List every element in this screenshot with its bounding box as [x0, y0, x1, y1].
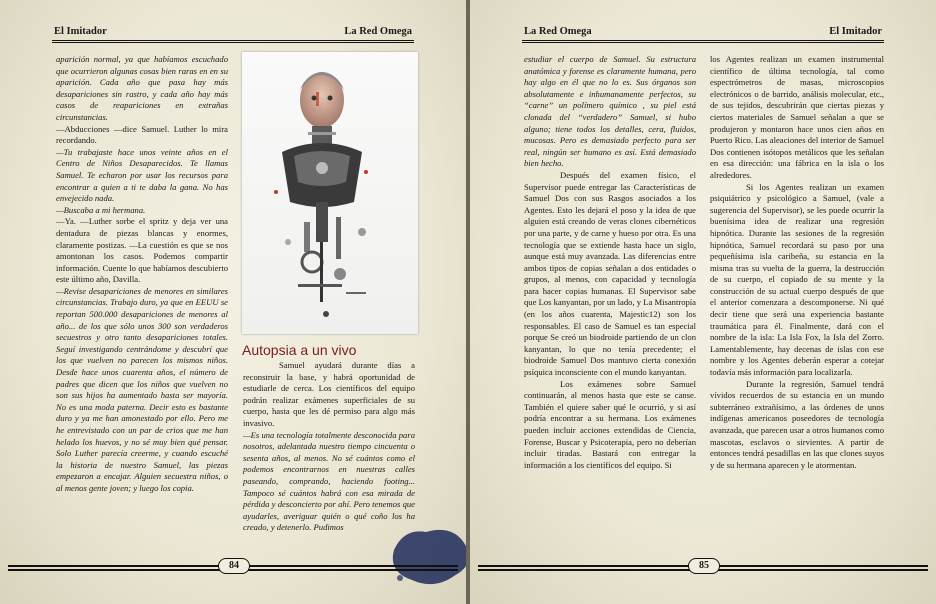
- left-header-chapter: La Red Omega: [344, 26, 412, 37]
- left-page-column-2: [243, 360, 415, 534]
- paragraph: —Ya. —Luther sorbe el spritz y deja ver una dentadura de piezas blancas y enormes, claramente postizas. —La cuestión es que se nos amontonan los casos. Podemos compartir información. Cuente lo que habíamos descubierto este último año, Davilla.: [56, 216, 228, 285]
- right-header-chapter: La Red Omega: [524, 26, 592, 37]
- paragraph: —Revise desapariciones de menores en similares circunstancias. Trabajo duro, ya que en EEUU se reportan 500.000 desapariciones de menores al año... de los que sólo unos 300 son verdaderos secuestros y otro tanto desapariciones totales. Seguí investigando centrándome y descubrí que los que vuelven no parecen los mismos niños. Desde hace unos cuarenta años, el número de padres que dicen que los niños que vuelven no son sus hijos ha aumentado hasta ser mayoría. No es una moda paterna. Decir esto es bastante duro y ya me han amonestado por ello. Pero me he entrevistado con un par de crios que me han helado los huevos, y no sé muy bien qué pensar. Solo Luther parecía creerme, y cuando escuché la historia de nuestro Samuel, las piezas empezaron a encajar. Alguien secuestra niños, o al menos gente joven; y luego los copia.: [56, 285, 228, 493]
- right-page-column-2: [710, 54, 884, 471]
- left-header-title: El Imitador: [54, 26, 107, 37]
- paragraph: —Buscaba a mi hermana.: [56, 204, 146, 215]
- right-header-title: El Imitador: [829, 26, 882, 37]
- paragraph: —Tu trabajaste hace unos veinte años en el Centro de Niños Desaparecidos. Te llamas Samuel. Te echaron por usar los recursos para encontrar a quien a ti te daba la gana. No has envejecido nada.: [56, 146, 228, 204]
- left-page-number: 84: [218, 558, 250, 574]
- left-page-header: [52, 26, 414, 43]
- cyborg-figure-icon: [242, 52, 418, 334]
- right-page-number: 85: [688, 558, 720, 574]
- paragraph: aparición normal, ya que habíamos escuchado que ocurrieron algunas cosas bien raras en en su aparición. Cada año que pasa hay más desapariciones sin rastro, y cada año hay más casos de reapariciones en extrañas circunstancias.: [56, 54, 228, 122]
- left-page-column-1: [56, 54, 228, 495]
- paragraph: los Agentes realizan un examen instrumental científico de última tecnología, tal como espectrómetros de masas, microscopios electrónicos o de barrido, análisis molecular, etc., de sus tejidos, descubrirán que ciertas piezas y ciertos materiales de Samuel señalan a que se produjeron y montaron hace unos cien años en Puerto Rico. Las aleaciones del interior de Samuel Dos contienen isótopos metálicos que les señalan en esa dirección: una fábrica en la isla o los alrededores.: [710, 54, 884, 180]
- right-page-footer: [470, 558, 936, 576]
- cyborg-illustration: [242, 52, 418, 334]
- paragraph: Después del examen físico, el Supervisor puede entregar las Características de Samuel Dos con sus Rasgos asociados a los Agentes. Esto les dejará el poso y la idea de que alguien está creando de veras clones cibernéticos por una parte, y de carne y hueso por otra. Es una tecnología que se extiende hasta hace un siglo, aunque está muy avanzada. Las diferencias entre ambos tipos de copias señalan a dos entidades o grupos, al menos, con capacidad y tecnología para hacer copias humanas. El Supervisor sabe que Los kanyantan, por un lado, y La Misantropía (en los años cuarenta, Majestic12) son los responsables. El caso de Samuel es tan especial porque Se creó un biodroide partiendo de un clon kanyantan, lo que no tenía precedente; el biodroide Samuel Dos mantuvo cierta conexión psíquica inconsciente con el mundo kanyantan.: [524, 169, 696, 378]
- ink-stain-icon: [384, 520, 466, 590]
- right-page-header: [522, 26, 884, 43]
- left-page-footer: [0, 558, 466, 576]
- paragraph: Si los Agentes realizan un examen psiquiátrico y psicológico a Samuel, (vale a sugerencia del Supervisor), se les puede ocurrir la buenísima idea de realizar una regresión hipnótica. Durante las sesiones de la regresión hipnótica, Samuel recordará su paso por una pequeñísima isla caribeña, su estancia en la misma tras su vuelta de la guerra, la destrucción de su cuerpo, el copiado de su mente y la construcción de su actual cuerpo después de que el anterior comenzara a descomponerse. Ni qué decir tiene que será una experiencia bastante traumática para él. Finalmente, dará con el nombre de la isla: La Isla Fox, la Isla del Zorro. Lamentablemente, hay decenas de islas con ese nombre y los Agentes deberán esperar a cotejar todavía más información para localizarla.: [710, 181, 884, 378]
- paragraph: estudiar el cuerpo de Samuel. Su estructura anatómica y forense es claramente humana, pero hay algo en él que no lo es. Sus órganos son absolutamente e inhumanamente perfectos, su “carne” un polímero químico , su piel está clonada del “verdadero” Samuel, si hubo alguno; tiene todos los detalles, cera, fluidos, mucosas. Pero es demasiado perfecto para ser real, ningún ser humano es así. Está demasiado bien hecho.: [524, 54, 696, 169]
- paragraph: Samuel ayudará durante días a reconstruir la base, y habrá oportunidad de estudiarle de cerca. Los científicos del equipo podrán realizar exámenes superficiales de su cuerpo, hasta que les dé permiso para algo más invasivo.: [243, 360, 415, 428]
- paragraph: —Es una tecnología totalmente desconocida para nosotros, adelantada nuestro tiempo cincuenta o sesenta años, al menos. No sé cuántos como el podemos encontrarnos en nuestras calles paseando, comprando, haciendo footing... Tampoco sé cuántos habrá con esa mirada de pérdida y desconcierto por ahí. Pero tenemos que ayudarles, averiguar quién o qué coño los ha creado, y detenerlo. Pudimos: [243, 429, 415, 533]
- section-title: Autopsia a un vivo: [242, 342, 357, 358]
- left-page: [0, 0, 466, 604]
- paragraph: —Abducciones —dice Samuel. Luther lo mira recordando.: [56, 123, 228, 146]
- paragraph: Durante la regresión, Samuel tendrá vívidos recuerdos de su estancia en un mundo subterráneo extrañísimo, a las órdenes de unos indígenas americanos poseedores de tecnología avanzada, que parecen usar a otros humanos como mascotas, esclavos o sirvientes. A partir de entonces tendrá pesadillas en las que clones suyos y de su hermana aparecen y le atormentan.: [710, 378, 884, 470]
- right-page-column-1: [524, 54, 696, 471]
- paragraph: Los exámenes sobre Samuel continuarán, al menos hasta que este se canse. También el quiere saber qué le ocurrió, y si así podría encontrar a su hermana. Los exámenes pueden incluir acciones extendidas de Ciencia, Forense, Buscar y Psicoterapia, pero no deberían incluir tiradas. Bastará con entregar la información a los científicos del equipo. Si: [524, 378, 696, 470]
- right-page: [470, 0, 936, 604]
